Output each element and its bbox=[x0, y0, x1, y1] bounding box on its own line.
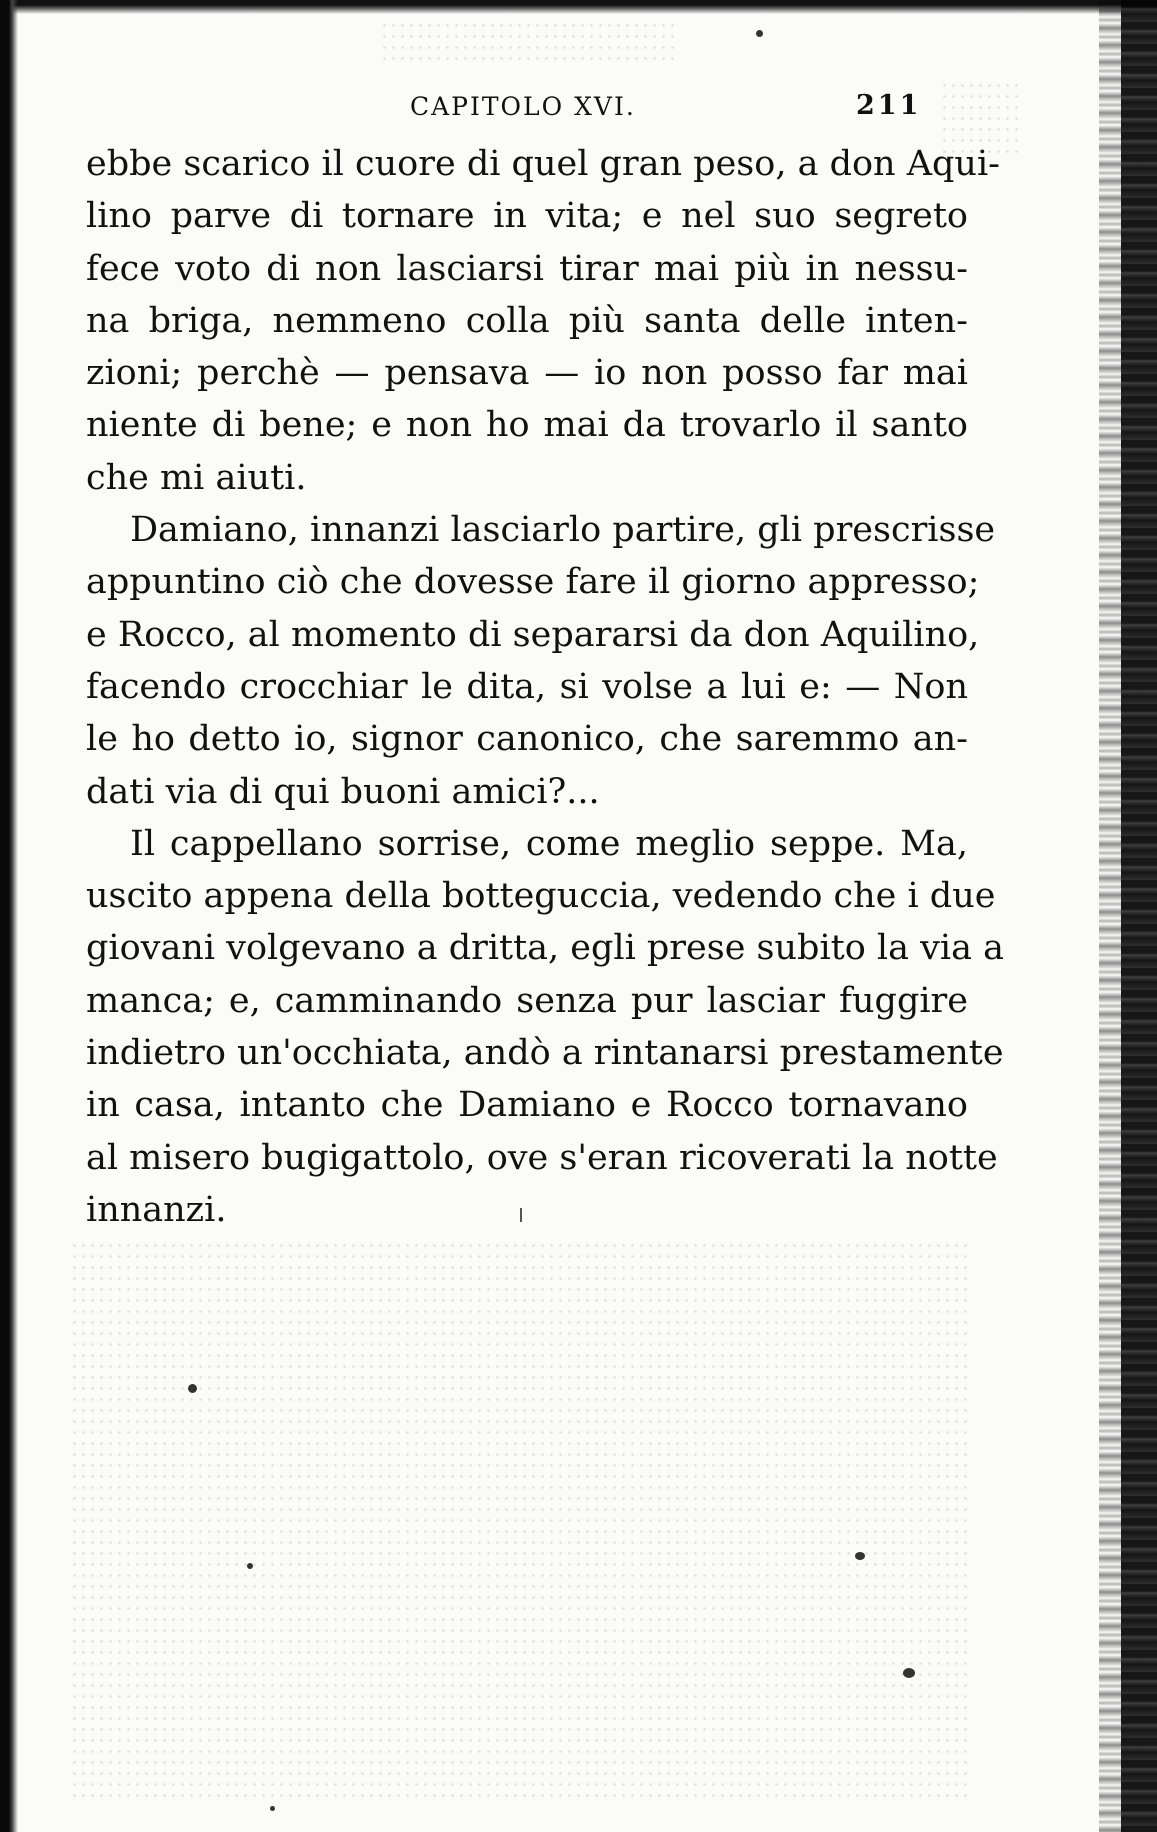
text-line: giovani volgevano a dritta, egli prese subito la via a bbox=[86, 928, 1004, 969]
text-line: appuntino ciò che dovesse fare il giorno appresso; bbox=[86, 562, 980, 603]
text-line: manca; e, camminando senza pur lasciar fuggire bbox=[86, 980, 968, 1021]
scan-right-edge bbox=[1121, 0, 1157, 1832]
text-line: ebbe scarico il cuore di quel gran peso, a don Aqui- bbox=[86, 144, 1000, 184]
ink-speck bbox=[855, 1552, 865, 1560]
ink-speck bbox=[903, 1668, 915, 1678]
text-line: indietro un'occhiata, andò a rintanarsi prestamente bbox=[86, 1033, 1004, 1074]
scan-right-shadow bbox=[1099, 0, 1121, 1832]
text-line: le ho detto io, signor canonico, che saremmo an- bbox=[86, 719, 968, 760]
scan-top-edge bbox=[0, 0, 1157, 14]
scan-noise bbox=[70, 1240, 970, 1800]
ink-speck bbox=[247, 1563, 253, 1569]
text-line: innanzi. bbox=[86, 1189, 227, 1230]
text-line: uscito appena della botteguccia, vedendo che i due bbox=[86, 876, 996, 917]
text-line: che mi aiuti. bbox=[86, 457, 307, 498]
ink-speck bbox=[270, 1806, 275, 1811]
scan-noise bbox=[380, 20, 680, 60]
text-line: fece voto di non lasciarsi tirar mai più in nessu- bbox=[86, 248, 968, 289]
ink-speck bbox=[188, 1384, 197, 1393]
page-number: 211 bbox=[856, 90, 922, 121]
text-line: niente di bene; e non ho mai da trovarlo il santo bbox=[86, 405, 968, 446]
running-head: CAPITOLO XVI. bbox=[410, 92, 636, 121]
text-line: na briga, nemmeno colla più santa delle inten- bbox=[86, 300, 968, 341]
text-line: facendo crocchiar le dita, si volse a lui e: — Non bbox=[86, 666, 968, 707]
text-line: zioni; perchè — pensava — io non posso far mai bbox=[86, 353, 968, 394]
binding-edge bbox=[0, 0, 18, 1832]
text-line: in casa, intanto che Damiano e Rocco tornavano bbox=[86, 1085, 968, 1126]
page-header bbox=[86, 92, 966, 132]
body-text bbox=[86, 138, 1004, 1236]
ink-speck bbox=[756, 30, 763, 37]
text-line: e Rocco, al momento di separarsi da don Aquilino, bbox=[86, 614, 980, 655]
text-line: dati via di qui buoni amici?... bbox=[86, 771, 600, 812]
text-line: Damiano, innanzi lasciarlo partire, gli prescrisse bbox=[130, 510, 996, 551]
text-line: Il cappellano sorrise, come meglio seppe. Ma, bbox=[130, 823, 968, 864]
text-line: al misero bugigattolo, ove s'eran ricoverati la notte bbox=[86, 1137, 998, 1178]
text-line: lino parve di tornare in vita; e nel suo segreto bbox=[86, 196, 968, 237]
